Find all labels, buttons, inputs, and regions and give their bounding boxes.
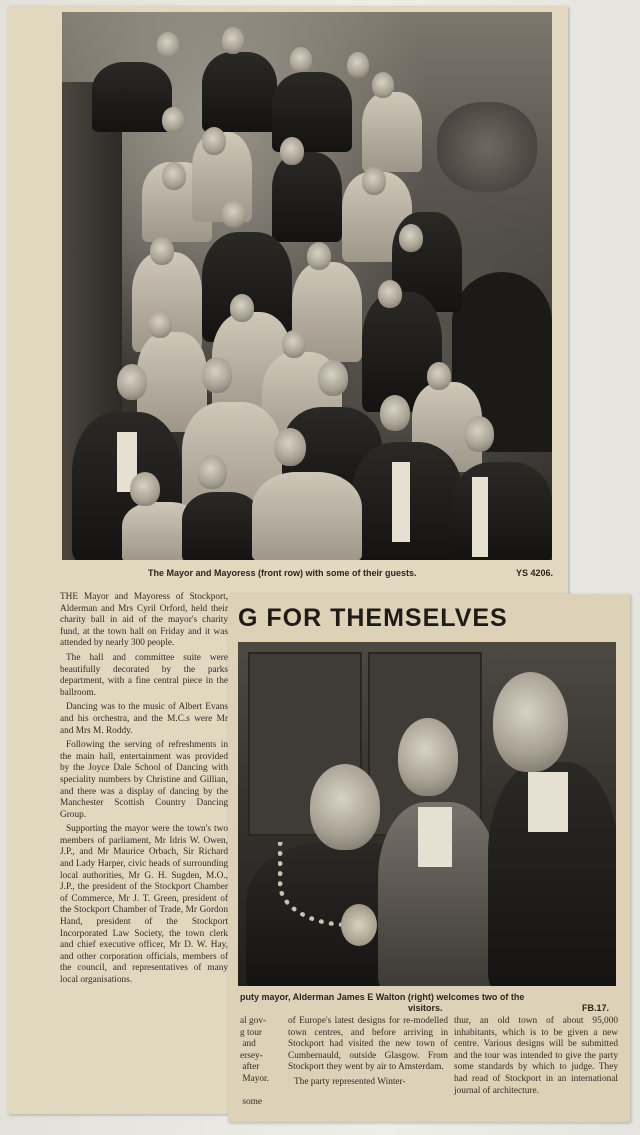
- visitor-face: [398, 718, 458, 796]
- overlay-column-b: [288, 1016, 448, 1092]
- overlay-column-a: al gov- g tour and ersey- after Mayor. some: [240, 1016, 269, 1108]
- overlay-column-c: thur, an old town of about 95,000 inhabitants, which is to be given a new centre. Various designs will be submitted and the tour was intended to give the party some standards by which to judge. They had read of Stockport in an international journal of architecture.: [454, 1016, 618, 1096]
- guest-face: [150, 237, 174, 265]
- article-paragraph: Supporting the mayor were the town's two members of parliament, Mr Idris W. Owen, J.P., and Mr Maurice Orbach, Sir Richard and Lady Harper, civic heads of surrounding local authorities, Mr G. H. Sugden, M.O., J.P., the president of the Stockport Chamber of Commerce, Mr J. T. Green, president of the Stockport Chamber of Trade, Mr Gordon Hand, president of the Stockport Incorporated Law Society, the town clerk and chief executive officer, Mr D. W. Hay, and other corporation officials, members of the council, and representatives of many local organisations.: [60, 824, 228, 985]
- guest: [272, 152, 342, 242]
- top-photo-caption: The Mayor and Mayoress (front row) with some of their guests.: [148, 568, 417, 578]
- guest: [362, 92, 422, 172]
- guest-face: [318, 360, 348, 396]
- guest: [182, 492, 262, 560]
- overlay-paragraph: The party represented Winter-: [294, 1076, 406, 1087]
- guest-face: [162, 162, 186, 190]
- guest-face: [362, 167, 386, 195]
- guest-face: [427, 362, 451, 390]
- guest-face: [307, 242, 331, 270]
- mayoress-face: [274, 428, 306, 466]
- guest-face: [148, 310, 172, 338]
- article-paragraph: The hall and committee suite were beautifully decorated by the parks department, with a fine central piece in the ballroom.: [60, 652, 228, 698]
- article-paragraph: THE Mayor and Mayoress of Stockport, Alderman and Mrs Cyril Orford, held their charity ball in aid of the mayor's charity fund, at the town hall on Friday and it was attended by nearly 300 people.: [60, 592, 228, 649]
- guest-face: [399, 224, 423, 252]
- guest-face: [130, 472, 160, 506]
- guest-face: [222, 27, 244, 54]
- mayoral-medal: [341, 904, 377, 946]
- bottom-photo-caption: puty mayor, Alderman James E Walton (right) welcomes two of the: [240, 992, 525, 1002]
- guest-face: [230, 294, 254, 322]
- guest-face: [282, 330, 306, 358]
- visitors-photo: [238, 642, 616, 986]
- crest-carving: [437, 102, 537, 192]
- guest-face: [202, 357, 232, 393]
- guest-face: [290, 47, 312, 73]
- shirt-front: [418, 807, 452, 867]
- article-column: [60, 592, 228, 990]
- shirt-front: [472, 477, 488, 557]
- guest-face: [197, 455, 227, 489]
- guest-face: [464, 416, 494, 452]
- guest-face: [372, 72, 394, 98]
- bottom-photo-caption-line2: visitors.: [408, 1003, 443, 1013]
- mayoress: [252, 472, 362, 560]
- bottom-photo-ref: FB.17.: [582, 1003, 610, 1013]
- overlay-paragraph: of Europe's latest designs for re-modelled town centres, and before arriving in Stockport had visited the new town of Cumbernauld, outside Glasgow. From Stockport they went by air to Amsterdam.: [288, 1016, 448, 1073]
- guest-face: [380, 395, 410, 431]
- guest-face: [202, 127, 226, 155]
- guest-face: [378, 280, 402, 308]
- guest-face: [157, 32, 179, 58]
- guest-face: [222, 200, 246, 228]
- article-paragraph: Dancing was to the music of Albert Evans and his orchestra, and the M.C.s were Mr and Mrs M. Roddy.: [60, 702, 228, 736]
- guest: [92, 62, 172, 132]
- group-photo: [62, 12, 552, 560]
- guest-face: [117, 364, 147, 400]
- guest-face: [280, 137, 304, 165]
- alderman-walton-face: [493, 672, 568, 772]
- shirt-front: [392, 462, 410, 542]
- top-photo-ref: YS 4206.: [516, 568, 554, 578]
- guest-face: [162, 107, 184, 133]
- guest: [202, 52, 277, 132]
- clipping-headline: G FOR THEMSELVES: [238, 604, 508, 632]
- deputy-mayor-face: [310, 764, 380, 850]
- guest: [452, 462, 552, 560]
- guest-face: [347, 52, 369, 78]
- shirt-front: [528, 772, 568, 832]
- article-paragraph: Following the serving of refreshments in the main hall, entertainment was provided by the Joyce Dale School of Dancing with speciality numbers by Christine and Gillian, and there was a display of dancing by the Manchester Scottish Country Dancing Group.: [60, 740, 228, 820]
